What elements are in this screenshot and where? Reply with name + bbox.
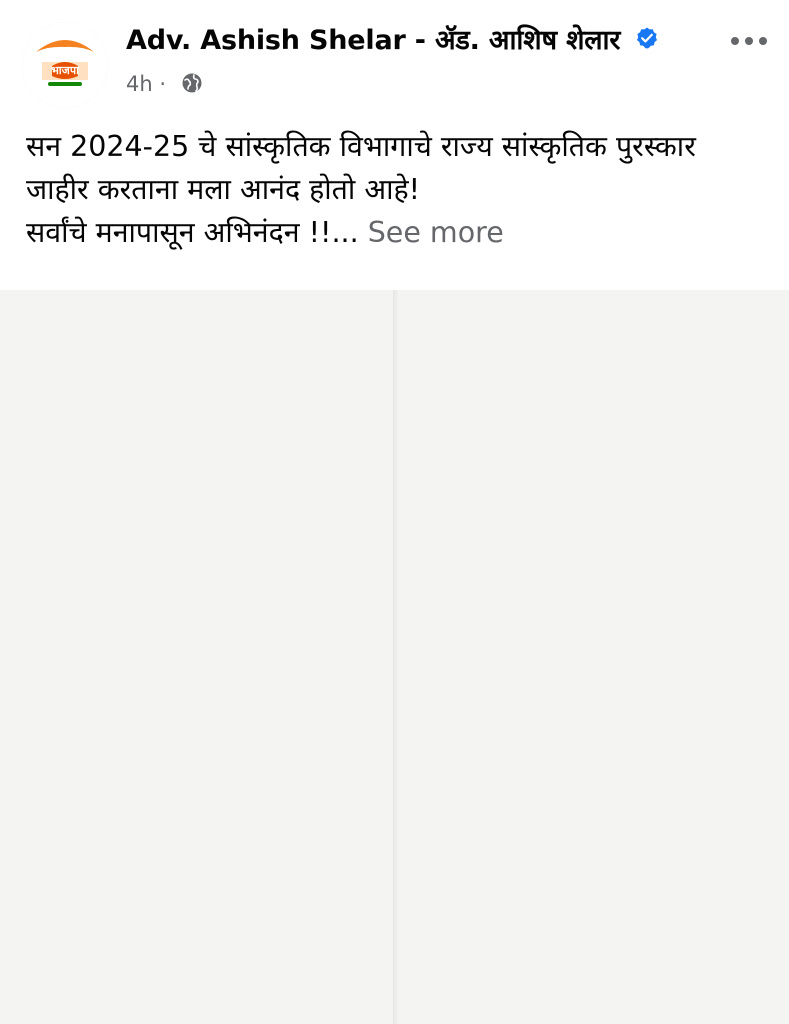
press-release-image[interactable] <box>0 290 789 1024</box>
avatar[interactable] <box>22 22 108 108</box>
post-time[interactable]: 4h <box>126 72 153 96</box>
post-meta: 4h · <box>126 72 203 99</box>
bjp-logo-icon <box>22 22 108 108</box>
author-name[interactable]: Adv. Ashish Shelar - ॲड. आशिष शेलार <box>126 25 621 56</box>
post-header <box>0 0 789 110</box>
avatar-logo-text: भाजपा <box>51 64 79 77</box>
author-name-row <box>126 20 659 57</box>
caption-line: सन 2024-25 चे सांस्कृतिक विभागाचे राज्य सांस्कृतिक पुरस्कार <box>26 130 696 163</box>
caption-line-text: सर्वांचे मनापासून अभिनंदन !!... <box>26 216 359 249</box>
page-fold <box>393 290 399 1024</box>
more-options-icon <box>726 26 772 56</box>
verified-badge-icon <box>635 26 659 57</box>
more-options-button[interactable] <box>726 26 772 56</box>
see-more-link[interactable]: See more <box>367 216 504 249</box>
caption-line: जाहीर करताना मला आनंद होतो आहे! <box>26 173 421 206</box>
globe-icon <box>181 72 203 99</box>
caption-line <box>26 211 776 254</box>
post-caption <box>26 125 776 254</box>
